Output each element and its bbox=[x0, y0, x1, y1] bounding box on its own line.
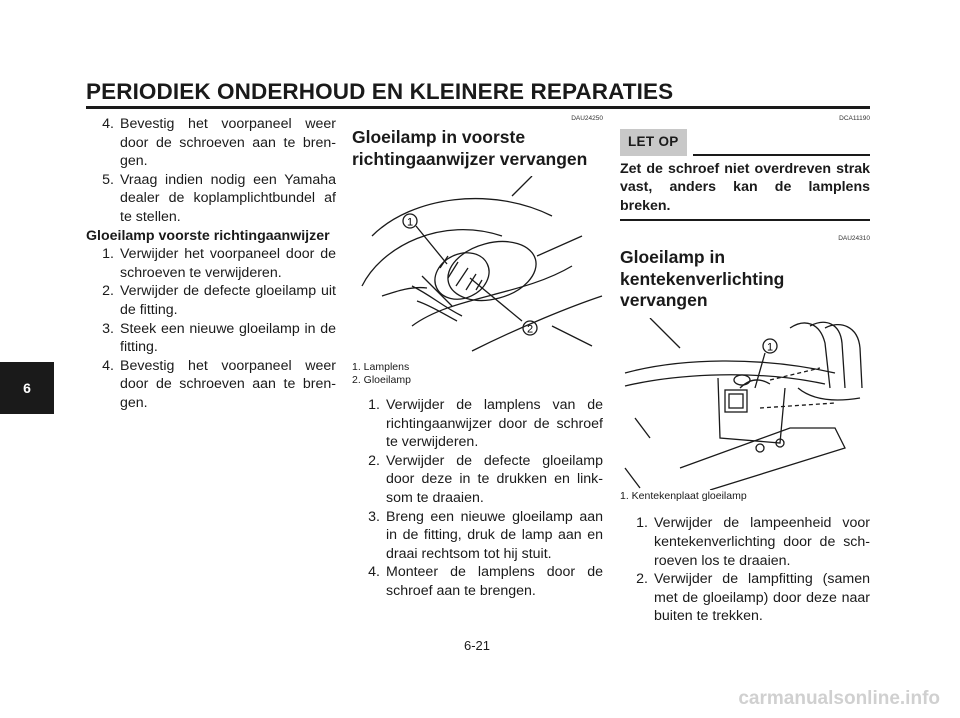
license-light-figure bbox=[620, 318, 870, 490]
list-item: 4. Bevestig het voorpaneel weer door de schroeven aan te bren-gen. bbox=[102, 357, 336, 411]
license-light-illustration bbox=[620, 318, 870, 490]
page-number: 6-21 bbox=[464, 638, 491, 653]
step-list-b bbox=[86, 245, 336, 412]
list-item: 3. Breng een nieuwe gloeilamp aan in de fitting, druk de lamp aan en draai rechtsom tot hij stuit. bbox=[368, 508, 603, 562]
column-3 bbox=[620, 115, 870, 626]
list-item: 3. Steek een nieuwe gloeilamp in de fitting. bbox=[102, 320, 336, 356]
section-heading: Gloeilamp in kentekenverlichting vervangen bbox=[620, 247, 785, 311]
watermark: carmanualsonline.info bbox=[738, 688, 940, 709]
caution-rule bbox=[693, 154, 870, 156]
list-item: 5. Vraag indien nodig een Yamaha dealer de koplamplichtbundel af te stellen. bbox=[102, 171, 336, 225]
turn-signal-figure bbox=[352, 176, 603, 361]
list-item: 4. Monteer de lamplens door de schroef aan te brengen. bbox=[368, 564, 603, 599]
list-item: 1. Verwijder de lampeenheid voor kentekenverlichting door de sch-roeven los te draaien. bbox=[636, 515, 870, 569]
caution-code: DCA11190 bbox=[839, 115, 870, 122]
list-item: 4. Bevestig het voorpaneel weer door de schroeven aan te bren-gen. bbox=[102, 116, 336, 170]
list-item: 2. Verwijder de defecte gloeilamp uit de fitting. bbox=[102, 283, 336, 318]
list-item: 1. Verwijder het voorpaneel door de schroeven te verwijderen. bbox=[102, 246, 336, 281]
column-2 bbox=[352, 115, 603, 601]
section-heading: Gloeilamp in voorste richtingaanwijzer vervangen bbox=[352, 127, 588, 169]
step-list bbox=[352, 396, 603, 601]
list-item: 2. Verwijder de defecte gloeilamp door deze in te drukken en link-som te draaien. bbox=[368, 452, 603, 506]
list-item: 2. Verwijder de lampfitting (samen met de gloeilamp) door deze naar buiten te trekken. bbox=[636, 571, 870, 625]
figure-caption: 1. Kentekenplaat gloeilamp bbox=[620, 489, 747, 502]
chapter-tab[interactable]: 6 bbox=[0, 362, 54, 414]
subheading: Gloeilamp voorste richtingaanwijzer bbox=[86, 227, 330, 244]
step-list-a bbox=[86, 115, 336, 227]
svg-text:2: 2 bbox=[526, 323, 534, 336]
callout-1 bbox=[763, 339, 777, 354]
figure-caption: 2. Gloeilamp bbox=[352, 373, 411, 386]
figure-caption: 1. Lamplens bbox=[352, 361, 410, 373]
svg-text:1: 1 bbox=[766, 341, 774, 354]
callout-1 bbox=[403, 214, 417, 229]
list-item: 1. Verwijder de lamplens van de richtingaanwijzer door de schroef te verwijderen. bbox=[368, 397, 603, 451]
header-rule bbox=[86, 106, 870, 109]
svg-text:1: 1 bbox=[406, 216, 414, 229]
section-code: DAU24310 bbox=[838, 235, 870, 243]
caution-text: Zet de schroef niet overdreven strak vast, anders kan de lamplens breken. bbox=[620, 160, 870, 222]
step-list bbox=[620, 514, 870, 626]
page-header-title: PERIODIEK ONDERHOUD EN KLEINERE REPARATIES bbox=[86, 79, 674, 104]
turn-signal-illustration bbox=[352, 176, 603, 361]
caution-box bbox=[620, 129, 870, 156]
section-code: DAU24250 bbox=[571, 115, 603, 122]
column-1 bbox=[86, 115, 336, 413]
callout-2 bbox=[523, 321, 537, 336]
caution-label: LET OP bbox=[620, 129, 687, 156]
